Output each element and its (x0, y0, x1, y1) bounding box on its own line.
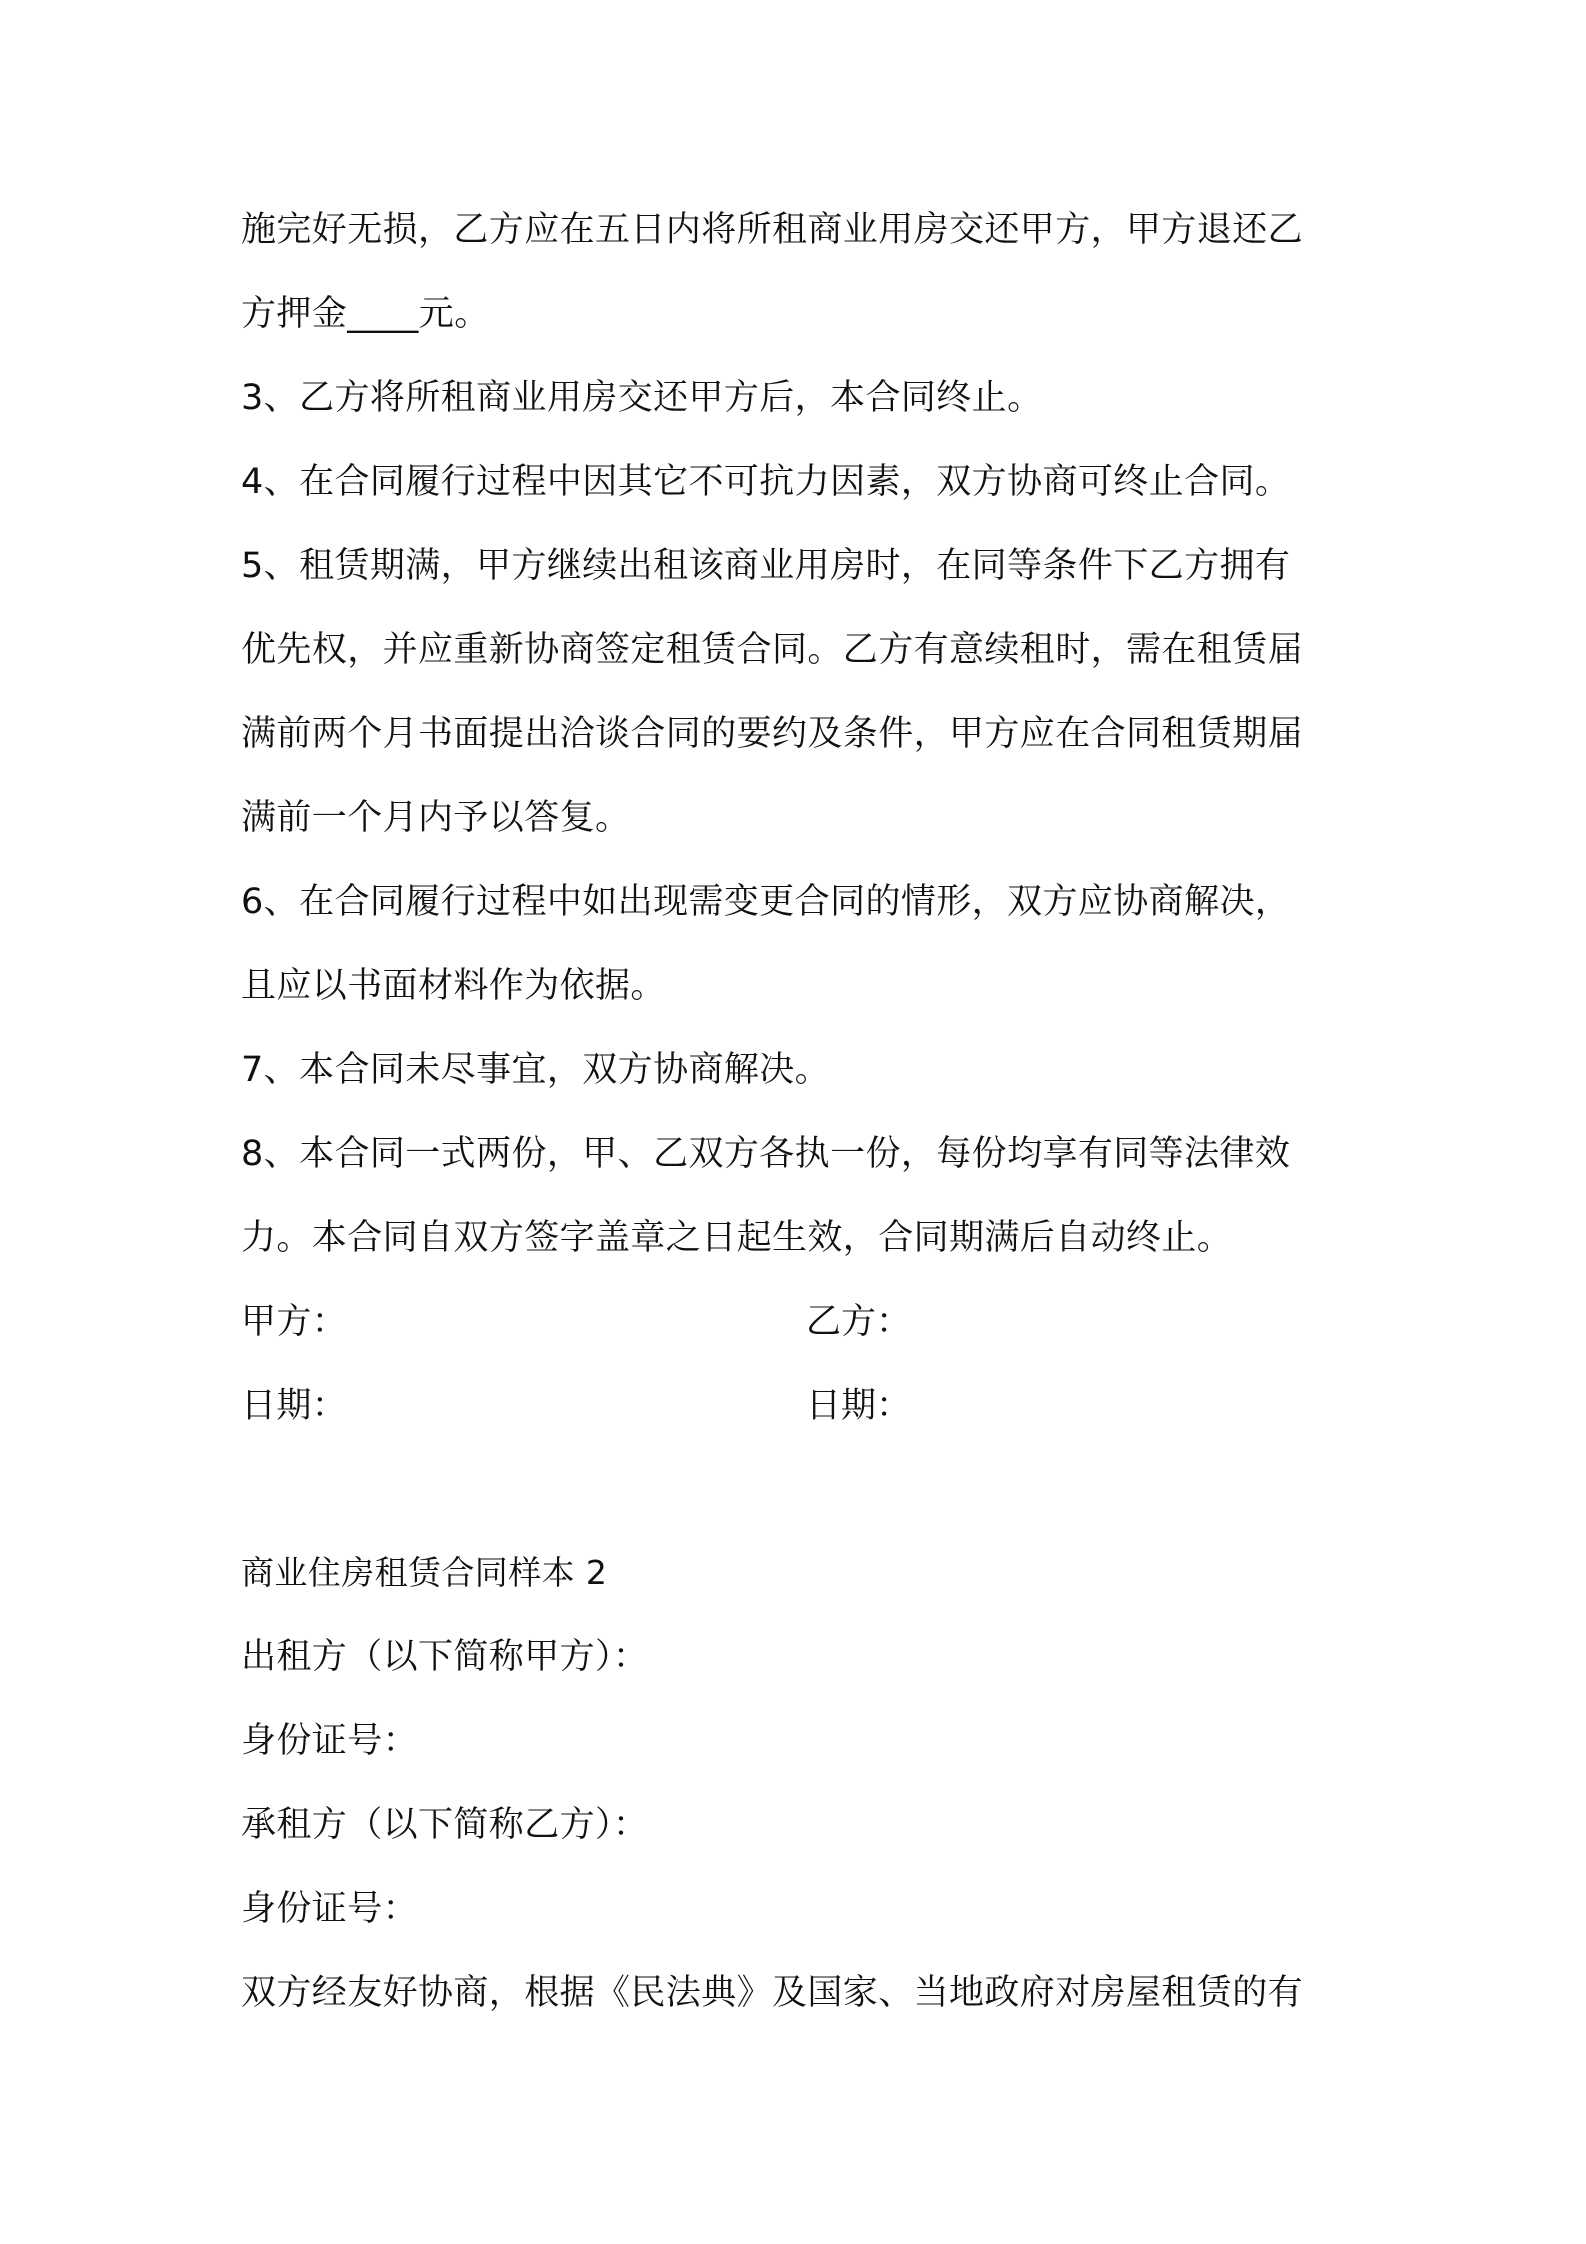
lessee-id-line: 身份证号： (241, 1889, 419, 1929)
sample-2-title: 商业住房租赁合同样本 2 (241, 1553, 608, 1592)
clause-4: 4、在合同履行过程中因其它不可抗力因素，双方协商可终止合同。 (241, 462, 1291, 502)
sample-2-intro: 双方经友好协商，根据《民法典》及国家、当地政府对房屋租赁的有 (241, 1973, 1304, 2013)
party-b-signature-label: 乙方： (806, 1302, 912, 1342)
party-b-date-label: 日期： (806, 1386, 912, 1426)
party-a-date-label: 日期： (241, 1386, 348, 1426)
clause-6-line-2: 且应以书面材料作为依据。 (241, 966, 666, 1006)
party-a-signature-label: 甲方： (241, 1302, 348, 1342)
clause-5-line-1: 5、租赁期满，甲方继续出租该商业用房时，在同等条件下乙方拥有 (241, 546, 1291, 586)
clause-8-line-1: 8、本合同一式两份，甲、乙双方各执一份，每份均享有同等法律效 (241, 1134, 1291, 1174)
clause-5-line-4: 满前一个月内予以答复。 (241, 798, 631, 838)
clause-3: 3、乙方将所租商业用房交还甲方后，本合同终止。 (241, 378, 1043, 418)
clause-7: 7、本合同未尽事宜，双方协商解决。 (241, 1050, 831, 1090)
lessee-line: 承租方（以下简称乙方）： (241, 1805, 649, 1845)
clause-return-line-1: 施完好无损，乙方应在五日内将所租商业用房交还甲方，甲方退还乙 (241, 210, 1304, 250)
clause-return-line-2: 方押金____元。 (241, 294, 490, 334)
clause-5-line-2: 优先权，并应重新协商签定租赁合同。乙方有意续租时，需在租赁届 (241, 630, 1304, 670)
lessor-line: 出租方（以下简称甲方）： (241, 1637, 649, 1677)
clause-6-line-1: 6、在合同履行过程中如出现需变更合同的情形，双方应协商解决， (241, 882, 1291, 922)
clause-8-line-2: 力。本合同自双方签字盖章之日起生效，合同期满后自动终止。 (241, 1218, 1233, 1258)
clause-5-line-3: 满前两个月书面提出洽谈合同的要约及条件，甲方应在合同租赁期届 (241, 714, 1304, 754)
lessor-id-line: 身份证号： (241, 1721, 419, 1761)
